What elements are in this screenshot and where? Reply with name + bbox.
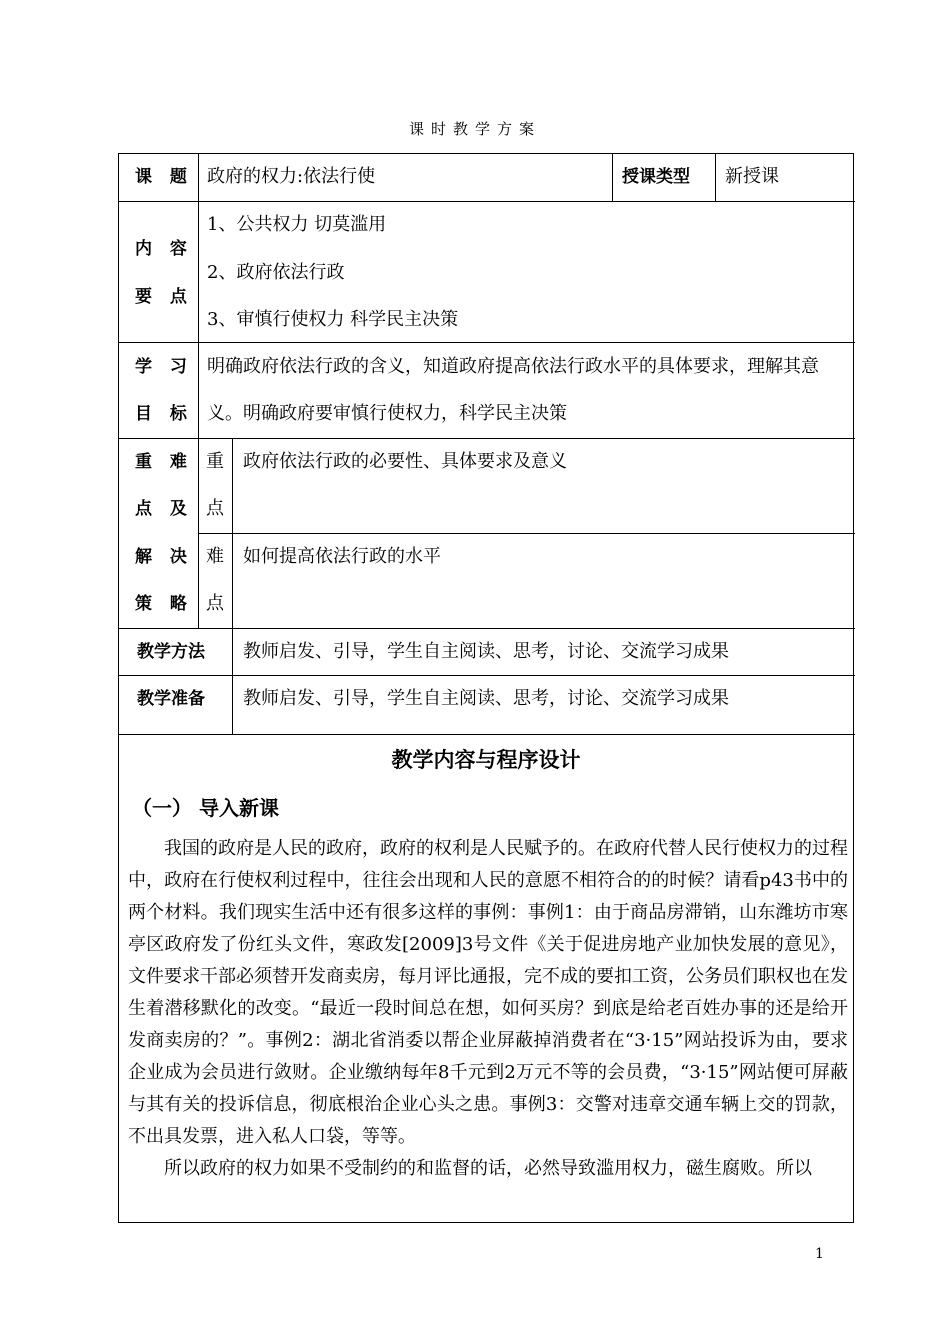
prep-text: 教师启发、引导，学生自主阅读、思考，讨论、交流学习成果 — [243, 688, 729, 709]
column-divider — [232, 438, 233, 734]
row-divider — [119, 734, 855, 735]
content-label: 要 点 — [135, 287, 193, 307]
section-title: 教学内容与程序设计 — [391, 748, 581, 772]
goal-label: 学 习 — [135, 357, 193, 377]
difficulty-label: 解 决 — [135, 547, 193, 567]
column-divider — [715, 154, 716, 201]
row-divider — [198, 533, 855, 534]
content-point: 1、公共权力 切莫滥用 — [207, 214, 387, 235]
goal-text: 义。明确政府要审慎行使权力，科学民主决策 — [207, 403, 567, 424]
body-paragraph: 我国的政府是人民的政府，政府的权利是人民赋予的。在政府代替人民行使权力的过程中，政府在行使权利过程中，往往会出现和人民的意愿不相符合的的时候？请看p43书中的两个材料。我们现实生活中还有很多这样的事例：事例1：由于商品房滞销，山东潍坊市寒亭区政府发了份红头文件，寒政发[2009]3号文件《关于促进房地产业加快发展的意见》，文件要求干部必须替开发商卖房，每月评比通报，完不成的要扣工资，公务员们职权也在发生着潜移默化的改变。“最近一段时间总在想，如何买房？到底是给老百姓办事的还是给开发商卖房的？”。事例2：湖北省消委以帮企业屏蔽掉消费者在“3·15”网站投诉为由，要求企业成为会员进行敛财。企业缴纳每年8千元到2万元不等的会员费，“3·15”网站便可屏蔽与其有关的投诉信息，彻底根治企业心头之患。事例3：交警对违章交通车辆上交的罚款，不出具发票，进入私人口袋，等等。 — [128, 838, 848, 1147]
column-divider — [198, 154, 199, 628]
hard-point-label: 点 — [206, 593, 224, 614]
row-divider — [119, 201, 855, 202]
difficulty-label: 点 及 — [135, 499, 193, 519]
lesson-body-text — [128, 833, 848, 1185]
row-divider — [119, 342, 855, 343]
body-paragraph: 所以政府的权力如果不受制约的和监督的话，必然导致滥用权力，磁生腐败。所以 — [164, 1158, 812, 1179]
column-divider — [612, 154, 613, 201]
difficulty-label: 策 略 — [135, 594, 193, 614]
topic-label: 课 题 — [135, 167, 193, 187]
key-point-text: 政府依法行政的必要性、具体要求及意义 — [243, 451, 567, 472]
content-point: 2、政府依法行政 — [207, 262, 345, 283]
lesson-type-value: 新授课 — [725, 166, 779, 187]
prep-label: 教学准备 — [137, 689, 205, 709]
hard-point-label: 难 — [206, 546, 224, 567]
key-point-label: 重 — [206, 451, 224, 472]
sub-heading: （一） 导入新课 — [132, 796, 279, 820]
goal-text: 明确政府依法行政的含义，知道政府提高依法行政水平的具体要求，理解其意 — [207, 356, 819, 377]
content-label: 内 容 — [135, 239, 193, 259]
content-point: 3、审慎行使权力 科学民主决策 — [207, 309, 459, 330]
goal-label: 目 标 — [135, 404, 193, 424]
method-label: 教学方法 — [137, 642, 205, 662]
topic-value: 政府的权力:依法行使 — [207, 166, 376, 187]
key-point-label: 点 — [206, 498, 224, 519]
page-number: 1 — [815, 1246, 824, 1262]
row-divider — [119, 438, 855, 439]
hard-point-text: 如何提高依法行政的水平 — [243, 546, 441, 567]
difficulty-label: 重 难 — [135, 452, 193, 472]
row-divider — [119, 675, 855, 676]
row-divider — [119, 628, 855, 629]
document-title: 课时教学方案 — [408, 120, 541, 138]
method-text: 教师启发、引导，学生自主阅读、思考，讨论、交流学习成果 — [243, 641, 729, 662]
lesson-type-label: 授课类型 — [622, 167, 690, 187]
